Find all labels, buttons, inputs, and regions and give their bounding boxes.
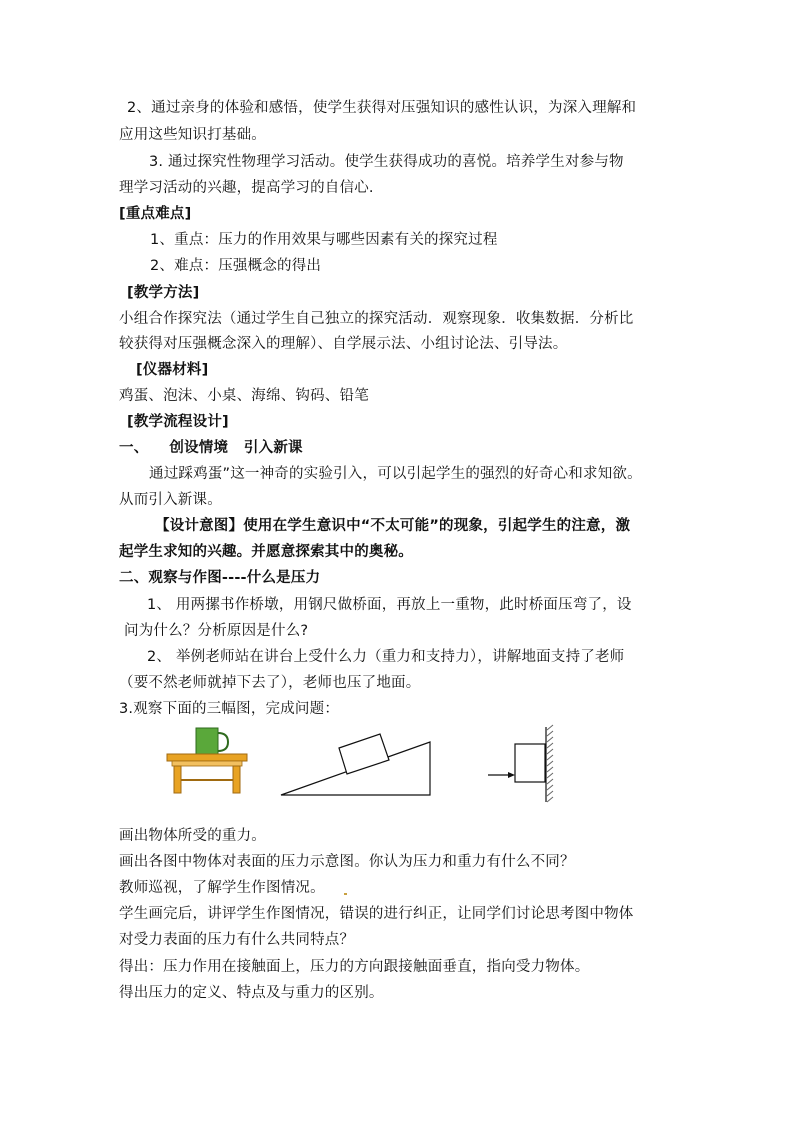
materials-list: 鸡蛋、泡沫、小桌、海绵、钩码、铅笔 — [119, 388, 369, 404]
task-4-line2: 对受力表面的压力有什么共同特点？ — [119, 932, 355, 948]
section-2-item3: 3.观察下面的三幅图，完成问题： — [119, 701, 340, 717]
materials-heading: [仪器材料] — [136, 362, 209, 378]
section-2-item2-line2: （要不然老师就掉下去了），老师也压了地面。 — [119, 675, 421, 691]
table-cup-figure — [167, 728, 247, 793]
objective-2-line2: 应用这些知识打基础。 — [119, 127, 266, 143]
objective-3-line1: 3. 通过探究性物理学习活动。使学生获得成功的喜悦。培养学生对参与物 — [149, 154, 624, 170]
key-point-1: 1、重点：压力的作用效果与哪些因素有关的探究过程 — [150, 232, 498, 248]
objective-2-line1: 2、通过亲身的体验和感悟，使学生获得对压强知识的感性认识，为深入理解和 — [127, 100, 637, 116]
design-intent-line1: 【设计意图】使用在学生意识中“不太可能”的现象，引起学生的注意，激 — [155, 518, 631, 534]
section-1-line2: 从而引入新课。 — [119, 492, 222, 508]
task-2: 画出各图中物体对表面的压力示意图。你认为压力和重力有什么不同？ — [119, 854, 575, 870]
task-4-line1: 学生画完后，讲评学生作图情况，错误的进行纠正，让同学们讨论思考图中物体 — [119, 906, 634, 922]
stray-mark — [344, 893, 347, 895]
section-2-item2-line1: 2、 举例老师站在讲台上受什么力（重力和支持力），讲解地面支持了老师 — [147, 649, 625, 665]
section-1-title: 一、 创设情境 引入新课 — [119, 440, 303, 456]
section-1-line1: 通过踩鸡蛋”这一神奇的实验引入，可以引起学生的强烈的好奇心和求知欲。 — [149, 466, 642, 482]
design-intent-line2: 起学生求知的兴趣。并愿意探索其中的奥秘。 — [119, 544, 413, 560]
task-1: 画出物体所受的重力。 — [119, 828, 266, 844]
section-2-item1-line2: 问为什么？分析原因是什么? — [124, 623, 309, 639]
task-3: 教师巡视，了解学生作图情况。 — [119, 880, 325, 896]
section-2-title: 二、观察与作图----什么是压力 — [119, 570, 321, 586]
key-point-2: 2、难点：压强概念的得出 — [150, 258, 322, 274]
three-figures — [160, 722, 580, 807]
conclusion: 得出：压力作用在接触面上，压力的方向跟接触面垂直，指向受力物体。 — [119, 959, 590, 975]
flow-heading: [教学流程设计] — [127, 414, 229, 430]
objective-3-line2: 理学习活动的兴趣，提高学习的自信心. — [119, 180, 374, 196]
methods-line2: 较获得对压强概念深入的理解）、自学展示法、小组讨论法、引导法。 — [119, 336, 568, 352]
key-points-heading: [重点难点] — [119, 206, 192, 222]
incline-block-figure — [281, 734, 430, 795]
summary: 得出压力的定义、特点及与重力的区别。 — [119, 985, 384, 1001]
methods-line1: 小组合作探究法（通过学生自己独立的探究活动．观察现象．收集数据．分析比 — [119, 311, 634, 327]
section-2-item1-line1: 1、 用两摞书作桥墩，用钢尺做桥面，再放上一重物，此时桥面压弯了，设 — [147, 597, 632, 613]
wall-block-figure — [488, 725, 553, 802]
methods-heading: [教学方法] — [127, 285, 200, 301]
